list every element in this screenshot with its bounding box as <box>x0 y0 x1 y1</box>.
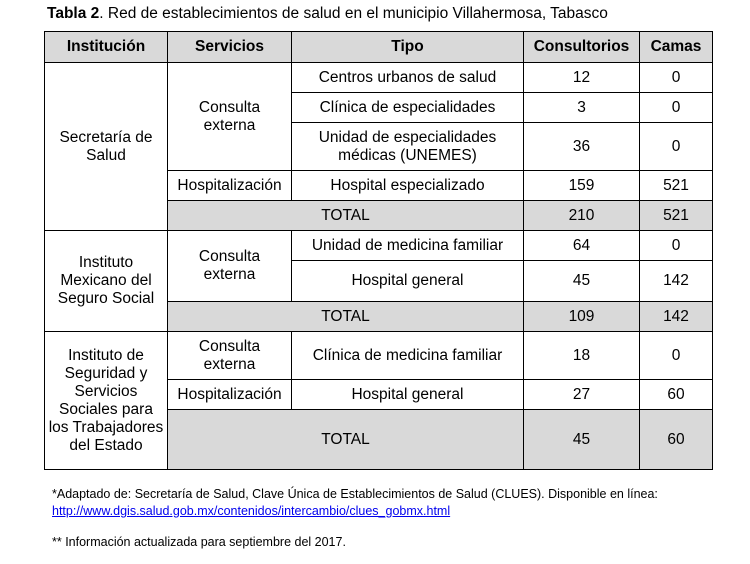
update-note: ** Información actualizada para septiembre del 2017. <box>52 535 346 549</box>
camas-cell: 0 <box>640 231 713 261</box>
institution-cell: Secretaría de Salud <box>45 63 168 231</box>
health-facilities-table <box>44 31 713 470</box>
caption-label: Tabla 2 <box>47 5 100 22</box>
total-label: TOTAL <box>168 410 524 470</box>
consultorios-cell: 12 <box>524 63 640 93</box>
consultorios-cell: 45 <box>524 261 640 302</box>
total-camas: 521 <box>640 201 713 231</box>
consultorios-cell: 36 <box>524 123 640 171</box>
tipo-cell: Unidad de especialidades médicas (UNEMES) <box>292 123 524 171</box>
total-camas: 142 <box>640 302 713 332</box>
total-consultorios: 210 <box>524 201 640 231</box>
source-note <box>52 486 732 520</box>
table-row <box>45 63 713 93</box>
header-servicios: Servicios <box>168 32 292 63</box>
consultorios-cell: 18 <box>524 332 640 380</box>
source-link[interactable]: http://www.dgis.salud.gob.mx/contenidos/intercambio/clues_gobmx.html <box>52 504 451 518</box>
camas-cell: 0 <box>640 93 713 123</box>
camas-cell: 60 <box>640 380 713 410</box>
total-label: TOTAL <box>168 201 524 231</box>
header-consultorios: Consultorios <box>524 32 640 63</box>
service-cell: Consulta externa <box>168 231 292 302</box>
service-cell: Consulta externa <box>168 63 292 171</box>
consultorios-cell: 27 <box>524 380 640 410</box>
table-row <box>45 231 713 261</box>
header-institucion: Institución <box>45 32 168 63</box>
camas-cell: 0 <box>640 123 713 171</box>
tipo-cell: Unidad de medicina familiar <box>292 231 524 261</box>
institution-cell: Instituto Mexicano del Seguro Social <box>45 231 168 332</box>
tipo-cell: Clínica de especialidades <box>292 93 524 123</box>
service-cell: Consulta externa <box>168 332 292 380</box>
total-label: TOTAL <box>168 302 524 332</box>
caption-text: . Red de establecimientos de salud en el municipio Villahermosa, Tabasco <box>99 5 608 22</box>
consultorios-cell: 159 <box>524 171 640 201</box>
consultorios-cell: 3 <box>524 93 640 123</box>
tipo-cell: Centros urbanos de salud <box>292 63 524 93</box>
tipo-cell: Hospital especializado <box>292 171 524 201</box>
table-caption <box>47 5 608 23</box>
tipo-cell: Hospital general <box>292 261 524 302</box>
service-cell: Hospitalización <box>168 171 292 201</box>
service-cell: Hospitalización <box>168 380 292 410</box>
header-tipo: Tipo <box>292 32 524 63</box>
total-consultorios: 109 <box>524 302 640 332</box>
total-consultorios: 45 <box>524 410 640 470</box>
camas-cell: 521 <box>640 171 713 201</box>
header-row <box>45 32 713 63</box>
consultorios-cell: 64 <box>524 231 640 261</box>
tipo-cell: Hospital general <box>292 380 524 410</box>
camas-cell: 0 <box>640 63 713 93</box>
tipo-cell: Clínica de medicina familiar <box>292 332 524 380</box>
total-camas: 60 <box>640 410 713 470</box>
institution-cell: Instituto de Seguridad y Servicios Sociales para los Trabajadores del Estado <box>45 332 168 470</box>
header-camas: Camas <box>640 32 713 63</box>
source-text: *Adaptado de: Secretaría de Salud, Clave Única de Establecimientos de Salud (CLUES). Disponible en línea: <box>52 487 658 501</box>
camas-cell: 142 <box>640 261 713 302</box>
table-row <box>45 332 713 380</box>
camas-cell: 0 <box>640 332 713 380</box>
